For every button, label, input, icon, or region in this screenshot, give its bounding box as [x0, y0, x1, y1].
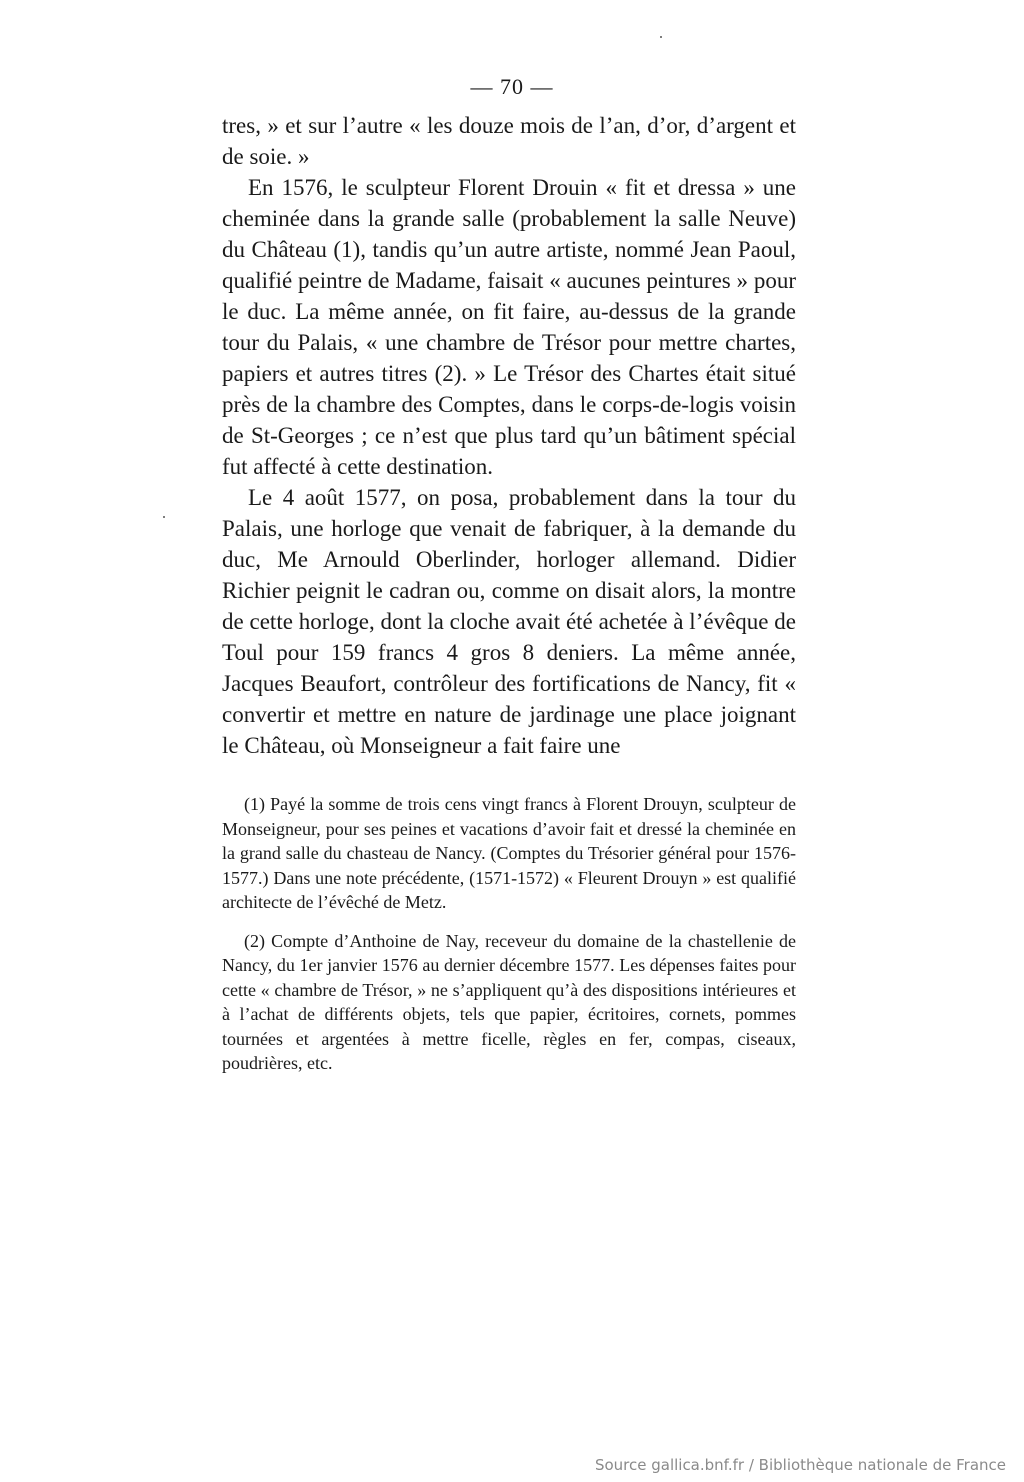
page-number: — 70 — — [470, 74, 554, 99]
footnotes — [222, 792, 796, 1090]
body-text — [222, 110, 796, 761]
scan-speck — [660, 36, 662, 38]
scan-speck — [163, 516, 165, 518]
footnote-1: (1) Payé la somme de trois cens vingt francs à Florent Drouyn, sculpteur de Monseigneur, pour ses peines et vacations d’avoir fait et dressé la cheminée en la grand salle du chasteau de Nancy. (Comptes du Trésorier général pour 1576-1577.) Dans une note précédente, (1571-1572) « Fleurent Drouyn » est qualifié architecte de l’évêché de Metz. — [222, 794, 796, 912]
source-attribution: Source gallica.bnf.fr / Bibliothèque nationale de France — [594, 1456, 1006, 1474]
paragraph-1577: Le 4 août 1577, on posa, probablement dans la tour du Palais, une horloge que venait de fabriquer, à la demande du duc, Me Arnould Oberlinder, horloger allemand. Didier Richier peignit le cadran ou, comme on disait alors, la montre de cette horloge, dont la cloche avait été achetée à l’évêque de Toul pour 159 francs 4 gros 8 deniers. La même année, Jacques Beaufort, contrôleur des fortifications de Nancy, fit « convertir et mettre en nature de jardinage une place joignant le Château, où Monseigneur a fait faire une — [222, 485, 796, 758]
paragraph-continuation: tres, » et sur l’autre « les douze mois de l’an, d’or, d’argent et de soie. » — [222, 113, 796, 169]
paragraph-1576: En 1576, le sculpteur Florent Drouin « fit et dressa » une cheminée dans la grande salle (probablement la salle Neuve) du Château (1), tandis qu’un autre artiste, nommé Jean Paoul, qualifié peintre de Madame, faisait « aucunes peintures » pour le duc. La même année, on fit faire, au-dessus de la grande tour du Palais, « une chambre de Trésor pour mettre chartes, papiers et autres titres (2). » Le Trésor des Chartes était situé près de la chambre des Comptes, dans le corps-de-logis voisin de St-Georges ; ce n’est que plus tard qu’un bâtiment spécial fut affecté à cette destination. — [222, 175, 796, 479]
footnote-2: (2) Compte d’Anthoine de Nay, receveur du domaine de la chastellenie de Nancy, du 1er janvier 1576 au dernier décembre 1577. Les dépenses faites pour cette « chambre de Trésor, » ne s’appliquent qu’à des dispositions intérieures et à l’achat de différents objets, tels que papier, écritoires, cornets, pommes tournées et argentées à mettre ficelle, règles en fer, compas, ciseaux, poudrières, etc. — [222, 930, 796, 1073]
